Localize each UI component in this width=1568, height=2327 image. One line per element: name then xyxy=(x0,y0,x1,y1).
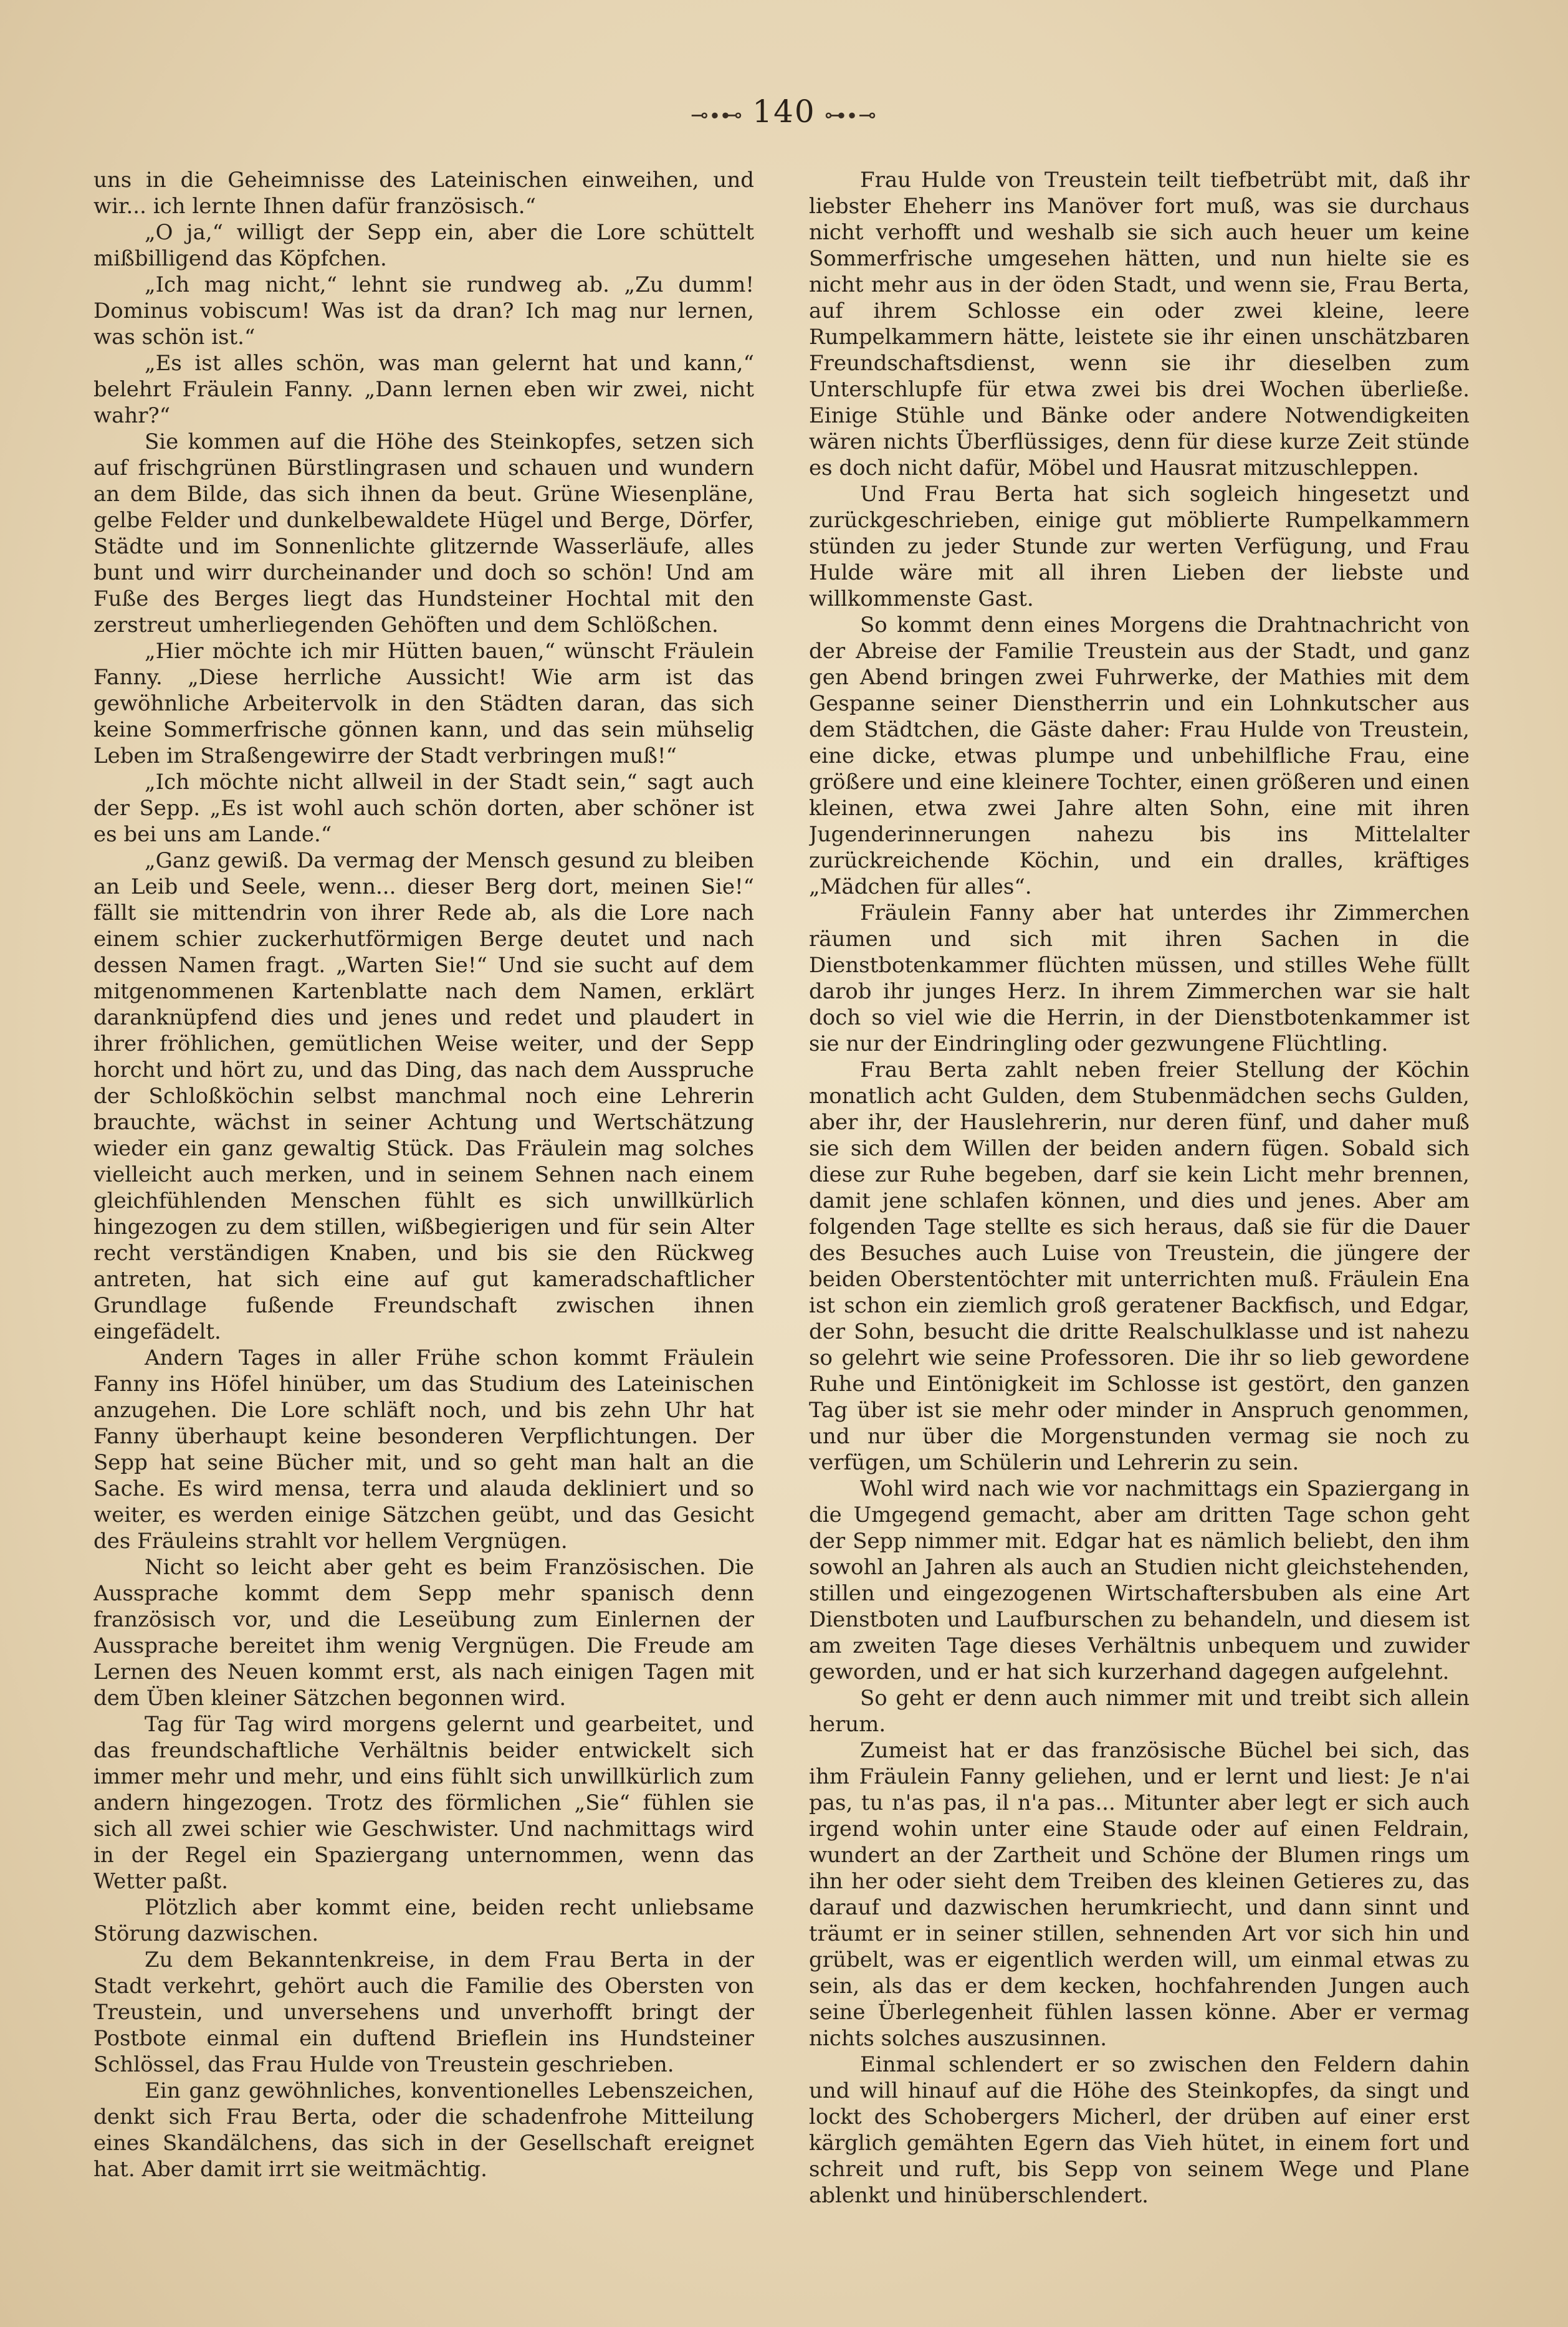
paragraph: „Ich möchte nicht allweil in der Stadt sein,“ sagt auch der Sepp. „Es ist wohl auch schön dorten, aber schöner ist es bei uns am Lande.“ xyxy=(93,770,754,847)
paragraph: Ein ganz gewöhnliches, konventionelles Lebenszeichen, denkt sich Frau Berta, oder die schadenfrohe Mitteilung eines Skandälchens, das sich in der Gesellschaft ereignet hat. Aber damit irrt sie weitmächtig. xyxy=(93,2078,754,2182)
paragraph: uns in die Geheimnisse des Lateinischen einweihen, und wir... ich lernte Ihnen dafür französisch.“ xyxy=(93,168,754,219)
header-ornament-right: ⊶∙⊸ xyxy=(824,103,877,128)
left-column xyxy=(93,167,754,2242)
paragraph: Zumeist hat er das französische Büchel bei sich, das ihm Fräulein Fanny geliehen, und er lernt und liest: Je n'ai pas, tu n'as pas, il n'a pas... Mitunter aber legt er sich auch irgend wohin unter eine Staude oder auf einen Feldrain, wundert an der Zartheit und Schöne der Blumen rings um ihn her oder sieht dem Treiben des kleinen Getieres zu, das darauf und dazwischen herumkriecht, und dann sinnt und träumt er in seiner stillen, sehnenden Art vor sich hin und grübelt, was er eigentlich werden will, um einmal etwas zu sein, als das er dem kecken, hochfahrenden Jungen auch seine Überlegenheit fühlen lassen könne. Aber er vermag nichts solches auszusinnen. xyxy=(809,1738,1470,2051)
header-ornament-left: ⊸∙⊷ xyxy=(691,103,744,128)
paragraph: Einmal schlendert er so zwischen den Feldern dahin und will hinauf auf die Höhe des Steinkopfes, da singt und lockt des Schobergers Micherl, der drüben auf einer erst kärglich gemähten Egern das Vieh hütet, in einem fort und schreit und ruft, bis Sepp von seinem Wege und Plane ablenkt und hinüberschlendert. xyxy=(809,2052,1470,2208)
paragraph: „Hier möchte ich mir Hütten bauen,“ wünscht Fräulein Fanny. „Diese herrliche Aussicht! Wie arm ist das gewöhnliche Arbeitervolk in den Städten daran, das sich keine Sommerfrische gönnen kann, und das sein mühselig Leben im Straßengewirre der Stadt verbringen muß!“ xyxy=(93,639,754,768)
paragraph: Frau Berta zahlt neben freier Stellung der Köchin monatlich acht Gulden, dem Stubenmädchen sechs Gulden, aber ihr, der Hauslehrerin, nur deren fünf, und daher muß sie sich dem Willen der beiden andern fügen. Sobald sich diese zur Ruhe begeben, darf sie kein Licht mehr brennen, damit jene schlafen können, und dies und jenes. Aber am folgenden Tage stellte es sich heraus, daß sie für die Dauer des Besuches auch Luise von Treustein, die jüngere der beiden Oberstentöchter mit unterrichten muß. Fräulein Ena ist schon ein ziemlich groß geratener Backfisch, und Edgar, der Sohn, besucht die dritte Realschulklasse und ist nahezu so gelehrt wie seine Professoren. Die ihr so lieb gewordene Ruhe und Eintönigkeit im Schlosse ist gestört, den ganzen Tag über ist sie mehr oder minder in Anspruch genommen, und nur über die Morgenstunden vermag sie noch zu verfügen, um Schülerin und Lehrerin zu sein. xyxy=(809,1058,1470,1475)
paragraph: „O ja,“ willigt der Sepp ein, aber die Lore schüttelt mißbilligend das Köpfchen. xyxy=(93,220,754,271)
paragraph: „Ich mag nicht,“ lehnt sie rundweg ab. „Zu dumm! Dominus vobiscum! Was ist da dran? Ich mag nur lernen, was schön ist.“ xyxy=(93,272,754,350)
page-header xyxy=(0,93,1568,130)
right-column xyxy=(809,167,1470,2242)
paragraph: Fräulein Fanny aber hat unterdes ihr Zimmerchen räumen und sich mit ihren Sachen in die Dienstbotenkammer flüchten müssen, und stilles Wehe füllt darob ihr junges Herz. In ihrem Zimmerchen war sie halt doch so viel wie die Herrin, in der Dienstbotenkammer ist sie nur der Eindringling oder gezwungene Flüchtling. xyxy=(809,901,1470,1056)
paragraph: „Ganz gewiß. Da vermag der Mensch gesund zu bleiben an Leib und Seele, wenn... dieser Berg dort, meinen Sie!“ fällt sie mittendrin von ihrer Rede ab, als die Lore nach einem schier zuckerhutförmigen Berge deutet und nach dessen Namen fragt. „Warten Sie!“ Und sie sucht auf dem mitgenommenen Kartenblatte nach dem Namen, erklärt daranknüpfend dies und jenes und redet und plaudert in ihrer fröhlichen, gemütlichen Weise weiter, und der Sepp horcht und hört zu, und das Ding, das nach dem Ausspruche der Schloßköchin selbst manchmal noch eine Lehrerin brauchte, wächst in seiner Achtung und Wertschätzung wieder ein ganz gewaltig Stück. Das Fräulein mag solches vielleicht auch merken, und in seinem Sehnen nach einem gleichfühlenden Menschen fühlt es sich unwillkürlich hingezogen zu dem stillen, wißbegierigen und für sein Alter recht verständigen Knaben, und bis sie den Rückweg antreten, hat sich eine auf gut kameradschaftlicher Grundlage fußende Freundschaft zwischen ihnen eingefädelt. xyxy=(93,848,754,1344)
paragraph: Andern Tages in aller Frühe schon kommt Fräulein Fanny ins Höfel hinüber, um das Studium des Lateinischen anzugehen. Die Lore schläft noch, und bis zehn Uhr hat Fanny überhaupt keine besonderen Verpflichtungen. Der Sepp hat seine Bücher mit, und so geht man halt an die Sache. Es wird mensa, terra und alauda dekliniert und so weiter, es werden einige Sätzchen geübt, und das Gesicht des Fräuleins strahlt vor hellem Vergnügen. xyxy=(93,1345,754,1554)
page-number: 140 xyxy=(752,93,816,130)
paragraph: „Es ist alles schön, was man gelernt hat und kann,“ belehrt Fräulein Fanny. „Dann lernen eben wir zwei, nicht wahr?“ xyxy=(93,351,754,428)
paragraph: Und Frau Berta hat sich sogleich hingesetzt und zurückgeschrieben, einige gut möblierte Rumpelkammern stünden zu jeder Stunde zur werten Verfügung, und Frau Hulde wäre mit all ihren Lieben der liebste und willkommenste Gast. xyxy=(809,482,1470,611)
paragraph: Wohl wird nach wie vor nachmittags ein Spaziergang in die Umgegend gemacht, aber am dritten Tage schon geht der Sepp nimmer mit. Edgar hat es nämlich beliebt, den ihm sowohl an Jahren als auch an Studien nicht gleichstehenden, stillen und eingezogenen Wirtschaftersbuben als eine Art Dienstboten und Laufburschen zu behandeln, und diesem ist am zweiten Tage dieses Verhältnis unbequem und zuwider geworden, und er hat sich kurzerhand dagegen aufgelehnt. xyxy=(809,1476,1470,1684)
paragraph: So geht er denn auch nimmer mit und treibt sich allein herum. xyxy=(809,1686,1470,1737)
paragraph: So kommt denn eines Morgens die Drahtnachricht von der Abreise der Familie Treustein aus der Stadt, und ganz gen Abend bringen zwei Fuhrwerke, der Mathies mit dem Gespanne seiner Dienstherrin und ein Lohnkutscher aus dem Städtchen, die Gäste daher: Frau Hulde von Treustein, eine dicke, etwas plumpe und unbehilfliche Frau, eine größere und eine kleinere Tochter, einen größeren und einen kleinen, etwa zwei Jahre alten Sohn, eine mit ihren Jugenderinnerungen nahezu bis ins Mittelalter zurückreichende Köchin, und ein dralles, kräftiges „Mädchen für alles“. xyxy=(809,613,1470,899)
paragraph: Plötzlich aber kommt eine, beiden recht unliebsame Störung dazwischen. xyxy=(93,1895,754,1946)
paragraph: Frau Hulde von Treustein teilt tiefbetrübt mit, daß ihr liebster Eheherr ins Manöver fort muß, was sie durchaus nicht verhofft und weshalb sie sich auch heuer um keine Sommerfrische umgesehen hätten, und nun hielte sie es nicht mehr aus in der öden Stadt, und wenn sie, Frau Berta, auf ihrem Schlosse ein oder zwei kleine, leere Rumpelkammern hätte, leistete sie ihr einen unschätzbaren Freundschaftsdienst, wenn sie ihr dieselben zum Unterschlupfe für etwa zwei bis drei Wochen überließe. Einige Stühle und Bänke oder andere Notwendigkeiten wären nichts Überflüssiges, denn für diese kurze Zeit stünde es doch nicht dafür, Möbel und Hausrat mitzuschleppen. xyxy=(809,168,1470,480)
paragraph: Nicht so leicht aber geht es beim Französischen. Die Aussprache kommt dem Sepp mehr spanisch denn französisch vor, und die Leseübung zum Einlernen der Aussprache bereitet ihm wenig Vergnügen. Die Freude am Lernen des Neuen kommt erst, als nach einigen Tagen mit dem Üben kleiner Sätzchen begonnen wird. xyxy=(93,1555,754,1711)
paragraph: Tag für Tag wird morgens gelernt und gearbeitet, und das freundschaftliche Verhältnis beider entwickelt sich immer mehr und mehr, und eins fühlt sich unwillkürlich zum andern hingezogen. Trotz des förmlichen „Sie“ fühlen sie sich all zwei schier wie Geschwister. Und nachmittags wird in der Regel ein Spaziergang unternommen, wenn das Wetter paßt. xyxy=(93,1712,754,1894)
paragraph: Sie kommen auf die Höhe des Steinkopfes, setzen sich auf frischgrünen Bürstlingrasen und schauen und wundern an dem Bilde, das sich ihnen da beut. Grüne Wiesenpläne, gelbe Felder und dunkelbewaldete Hügel und Berge, Dörfer, Städte und im Sonnenlichte glitzernde Wasserläufe, alles bunt und wirr durcheinander und doch so schön! Und am Fuße des Berges liegt das Hundsteiner Hochtal mit den zerstreut umherliegenden Gehöften und dem Schlößchen. xyxy=(93,429,754,638)
paragraph: Zu dem Bekanntenkreise, in dem Frau Berta in der Stadt verkehrt, gehört auch die Familie des Obersten von Treustein, und unversehens und unverhofft bringt der Postbote einmal ein duftend Brieflein ins Hundsteiner Schlössel, das Frau Hulde von Treustein geschrieben. xyxy=(93,1947,754,2077)
